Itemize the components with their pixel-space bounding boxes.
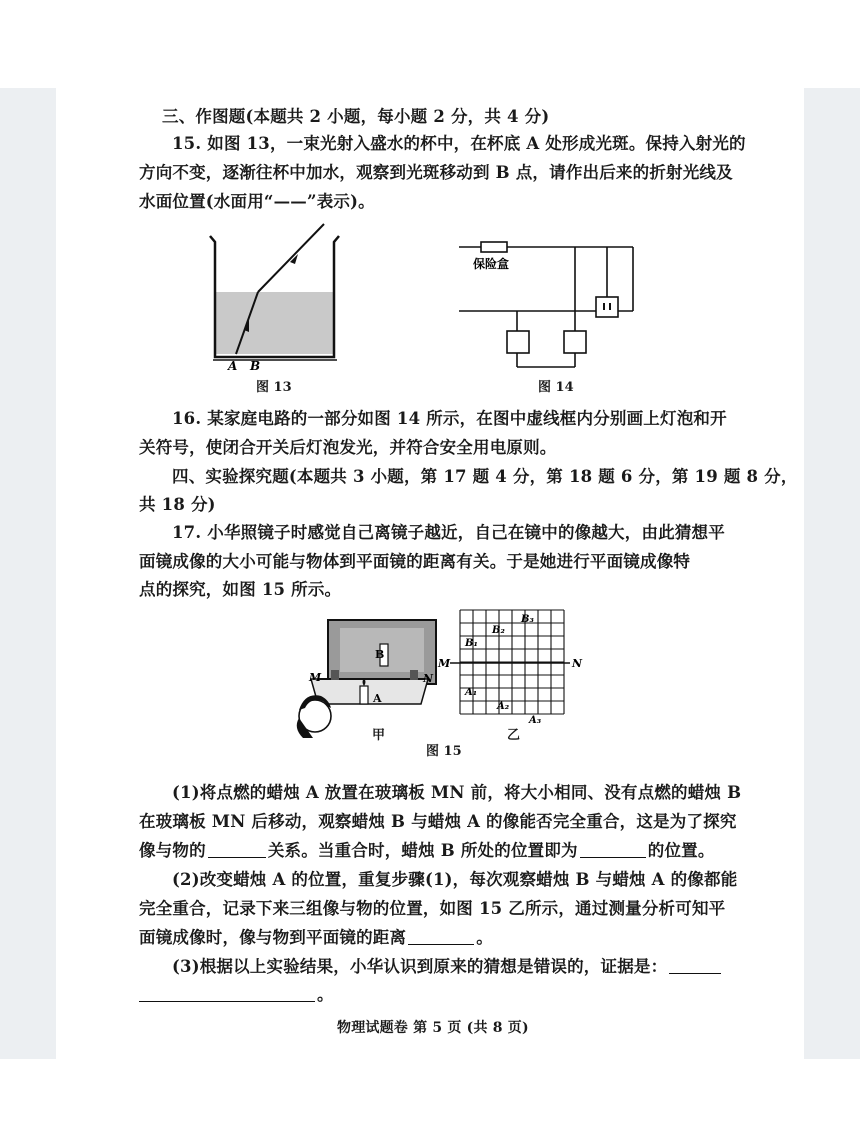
answer-blank-3[interactable] <box>408 928 474 945</box>
q15-line1: 15. 如图 13，一束光射入盛水的杯中，在杯底 A 处形成光斑。保持入射光的 <box>172 134 746 153</box>
figure-14 <box>455 235 645 375</box>
p1-line3-mid: 关系。当重合时，蜡烛 B 所处的位置即为 <box>267 841 578 860</box>
p1-line2: 在玻璃板 MN 后移动，观察蜡烛 B 与蜡烛 A 的像能否完全重合，这是为了探究 <box>139 812 737 831</box>
p2-line3-start: 面镜成像时，像与物到平面镜的距离 <box>139 928 407 947</box>
label-b3: B₃ <box>521 614 534 625</box>
fuse-box <box>481 242 507 252</box>
label-b1: B₁ <box>465 638 478 649</box>
p1-line1: (1)将点燃的蜡烛 A 放置在玻璃板 MN 前，将大小相同、没有点燃的蜡烛 B <box>172 783 742 802</box>
q15-line2: 方向不变，逐渐往杯中加水，观察到光斑移动到 B 点，请作出后来的折射光线及 <box>139 163 733 182</box>
page-footer: 物理试题卷 第 5 页 (共 8 页) <box>337 1020 529 1036</box>
section4-heading-line1: 四、实验探究题(本题共 3 小题，第 17 题 4 分，第 18 题 6 分，第 19 题 8 分， <box>172 467 798 486</box>
figure-15-jia <box>293 618 448 740</box>
p3-line1-text: (3)根据以上实验结果，小华认识到原来的猜想是错误的，证据是： <box>172 957 668 976</box>
figure-15-yi <box>436 606 586 736</box>
q16-line1: 16. 某家庭电路的一部分如图 14 所示，在图中虚线框内分别画上灯泡和开 <box>172 409 727 428</box>
p2-line1: (2)改变蜡烛 A 的位置，重复步骤(1)，每次观察蜡烛 B 与蜡烛 A 的像都能 <box>172 870 738 889</box>
section3-heading: 三、作图题(本题共 2 小题，每小题 2 分，共 4 分) <box>162 107 550 126</box>
fig14-caption: 图 14 <box>538 380 574 395</box>
label-a1: A₁ <box>465 687 478 698</box>
candle-a <box>360 686 368 704</box>
fig15-caption: 图 15 <box>426 744 462 759</box>
p1-line3 <box>139 837 715 861</box>
label-b-jia: B <box>375 648 385 661</box>
dashed-box-left <box>507 331 529 353</box>
p3-line1 <box>172 953 723 977</box>
label-b: B <box>250 359 261 372</box>
p3-line2-end: 。 <box>317 985 334 1004</box>
label-a: A <box>228 359 238 372</box>
label-m-yi: M <box>438 657 451 670</box>
p3-line2 <box>139 981 334 1005</box>
section4-heading-line2: 共 18 分) <box>139 495 216 514</box>
q16-line2: 关符号，使闭合开关后灯泡发光，并符合安全用电原则。 <box>139 438 557 457</box>
incident-ray <box>258 224 324 292</box>
label-n-yi: N <box>572 657 583 670</box>
left-margin <box>0 88 56 1059</box>
table-surface <box>311 679 428 704</box>
p2-line3 <box>139 924 493 948</box>
socket-icon <box>596 297 618 317</box>
answer-blank-1[interactable] <box>208 841 266 858</box>
answer-blank-2[interactable] <box>580 841 646 858</box>
q17-line3: 点的探究，如图 15 所示。 <box>139 580 342 599</box>
label-m-jia: M <box>309 671 322 684</box>
right-margin <box>804 88 860 1059</box>
label-a2: A₂ <box>497 701 510 712</box>
q17-line2: 面镜成像的大小可能与物体到平面镜的距离有关。于是她进行平面镜成像特 <box>139 552 691 571</box>
answer-blank-4b[interactable] <box>139 985 315 1002</box>
figure-13 <box>200 222 350 372</box>
jia-label: 甲 <box>372 728 386 743</box>
answer-blank-4a[interactable] <box>669 957 721 974</box>
label-b2: B₂ <box>492 625 505 636</box>
label-n-jia: N <box>423 672 434 685</box>
p1-line3-end: 的位置。 <box>647 841 715 860</box>
dashed-box-right <box>564 331 586 353</box>
label-a3: A₃ <box>529 715 542 726</box>
p1-line3-start: 像与物的 <box>139 841 206 860</box>
p2-line3-end: 。 <box>476 928 493 947</box>
water-region <box>215 292 334 354</box>
yi-label: 乙 <box>507 728 521 743</box>
fuse-label: 保险盒 <box>473 257 510 271</box>
q15-line3: 水面位置(水面用“——”表示)。 <box>139 192 375 211</box>
fig13-caption: 图 13 <box>256 380 292 395</box>
grid <box>460 610 564 714</box>
p2-line2: 完全重合，记录下来三组像与物的位置，如图 15 乙所示，通过测量分析可知平 <box>139 899 726 918</box>
label-a-jia: A <box>373 692 382 705</box>
q17-line1: 17. 小华照镜子时感觉自己离镜子越近，自己在镜中的像越大，由此猜想平 <box>172 523 725 542</box>
